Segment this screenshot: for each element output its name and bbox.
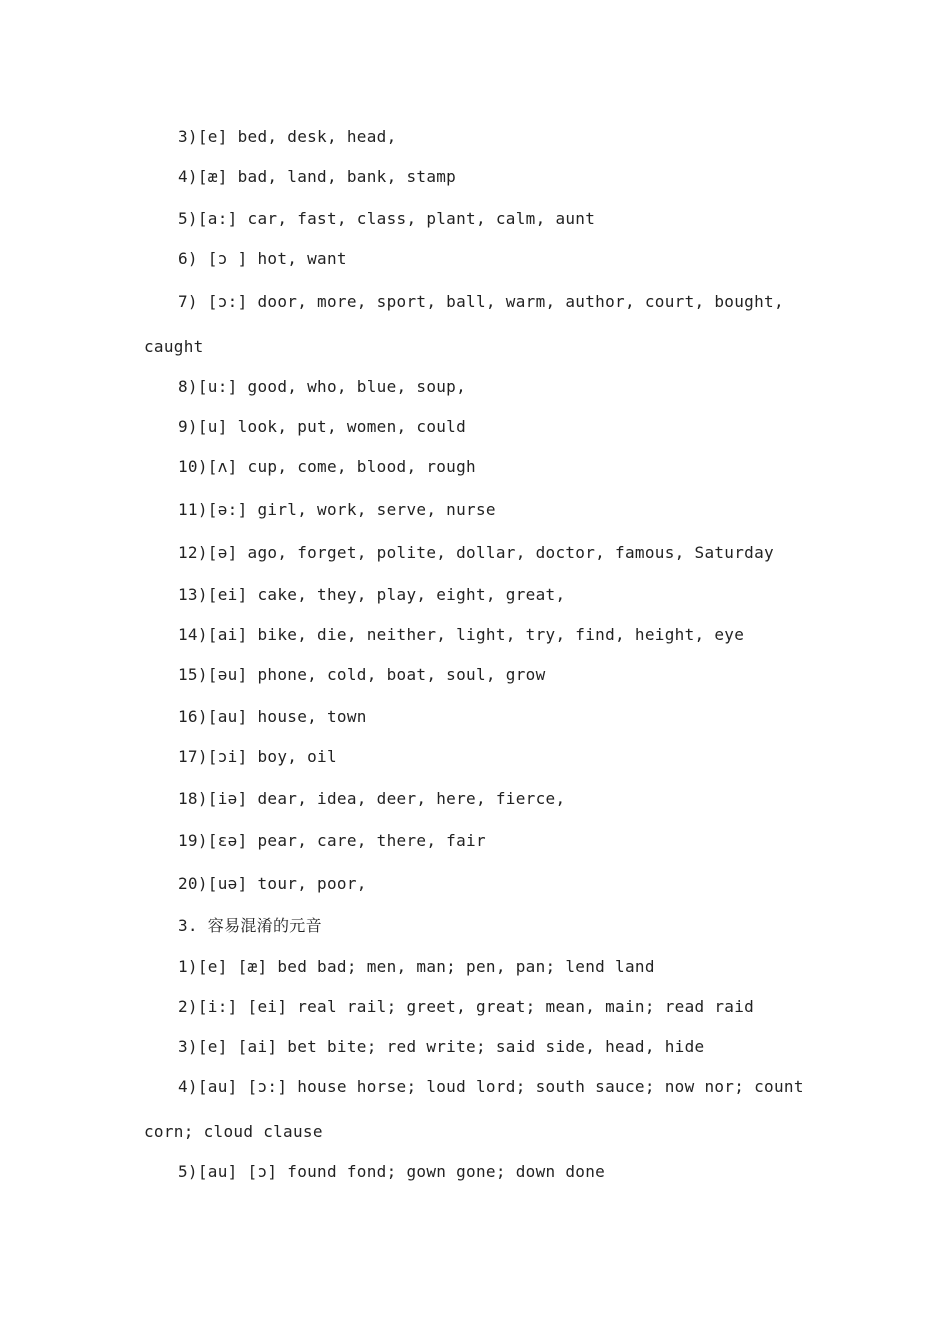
vowel-line-ei: 13)[ei] cake, they, play, eight, great, [178, 585, 566, 604]
vowel-line-ou: 15)[əu] phone, cold, boat, soul, grow [178, 665, 546, 684]
vowel-line-o-long: 7) [ɔ:] door, more, sport, ball, warm, author, court, bought, [178, 292, 784, 311]
confusable-line-4: 4)[au] [ɔ:] house horse; loud lord; south sauce; now nor; count [178, 1077, 804, 1096]
vowel-line-schwa: 12)[ə] ago, forget, polite, dollar, doctor, famous, Saturday [178, 543, 774, 562]
vowel-line-oi: 17)[ɔi] boy, oil [178, 747, 337, 766]
vowel-line-au: 16)[au] house, town [178, 707, 367, 726]
vowel-line-ae: 4)[æ] bad, land, bank, stamp [178, 167, 457, 186]
confusable-line-5: 5)[au] [ɔ] found fond; gown gone; down done [178, 1162, 606, 1181]
confusable-line-2: 2)[i:] [ei] real rail; greet, great; mean, main; read raid [178, 997, 755, 1016]
vowel-line-a-long: 5)[a:] car, fast, class, plant, calm, aunt [178, 209, 596, 228]
confusable-line-4-continued: corn; cloud clause [144, 1122, 323, 1141]
vowel-line-u-long: 8)[u:] good, who, blue, soup, [178, 377, 467, 396]
vowel-line-o-long-continued: caught [144, 337, 204, 356]
vowel-line-e: 3)[e] bed, desk, head, [178, 127, 397, 146]
vowel-line-u-short: 9)[u] look, put, women, could [178, 417, 467, 436]
vowel-line-ai: 14)[ai] bike, die, neither, light, try, find, height, eye [178, 625, 745, 644]
section-heading: 3. 容易混淆的元音 [178, 916, 322, 935]
vowel-line-ie: 18)[iə] dear, idea, deer, here, fierce, [178, 789, 566, 808]
vowel-line-o-short: 6) [ɔ ] hot, want [178, 249, 347, 268]
vowel-line-wedge: 10)[ʌ] cup, come, blood, rough [178, 457, 476, 476]
vowel-line-schwa-long: 11)[ə:] girl, work, serve, nurse [178, 500, 496, 519]
confusable-line-1: 1)[e] [æ] bed bad; men, man; pen, pan; lend land [178, 957, 655, 976]
vowel-line-ea: 19)[εə] pear, care, there, fair [178, 831, 486, 850]
confusable-line-3: 3)[e] [ai] bet bite; red write; said side, head, hide [178, 1037, 705, 1056]
vowel-line-ue: 20)[uə] tour, poor, [178, 874, 367, 893]
